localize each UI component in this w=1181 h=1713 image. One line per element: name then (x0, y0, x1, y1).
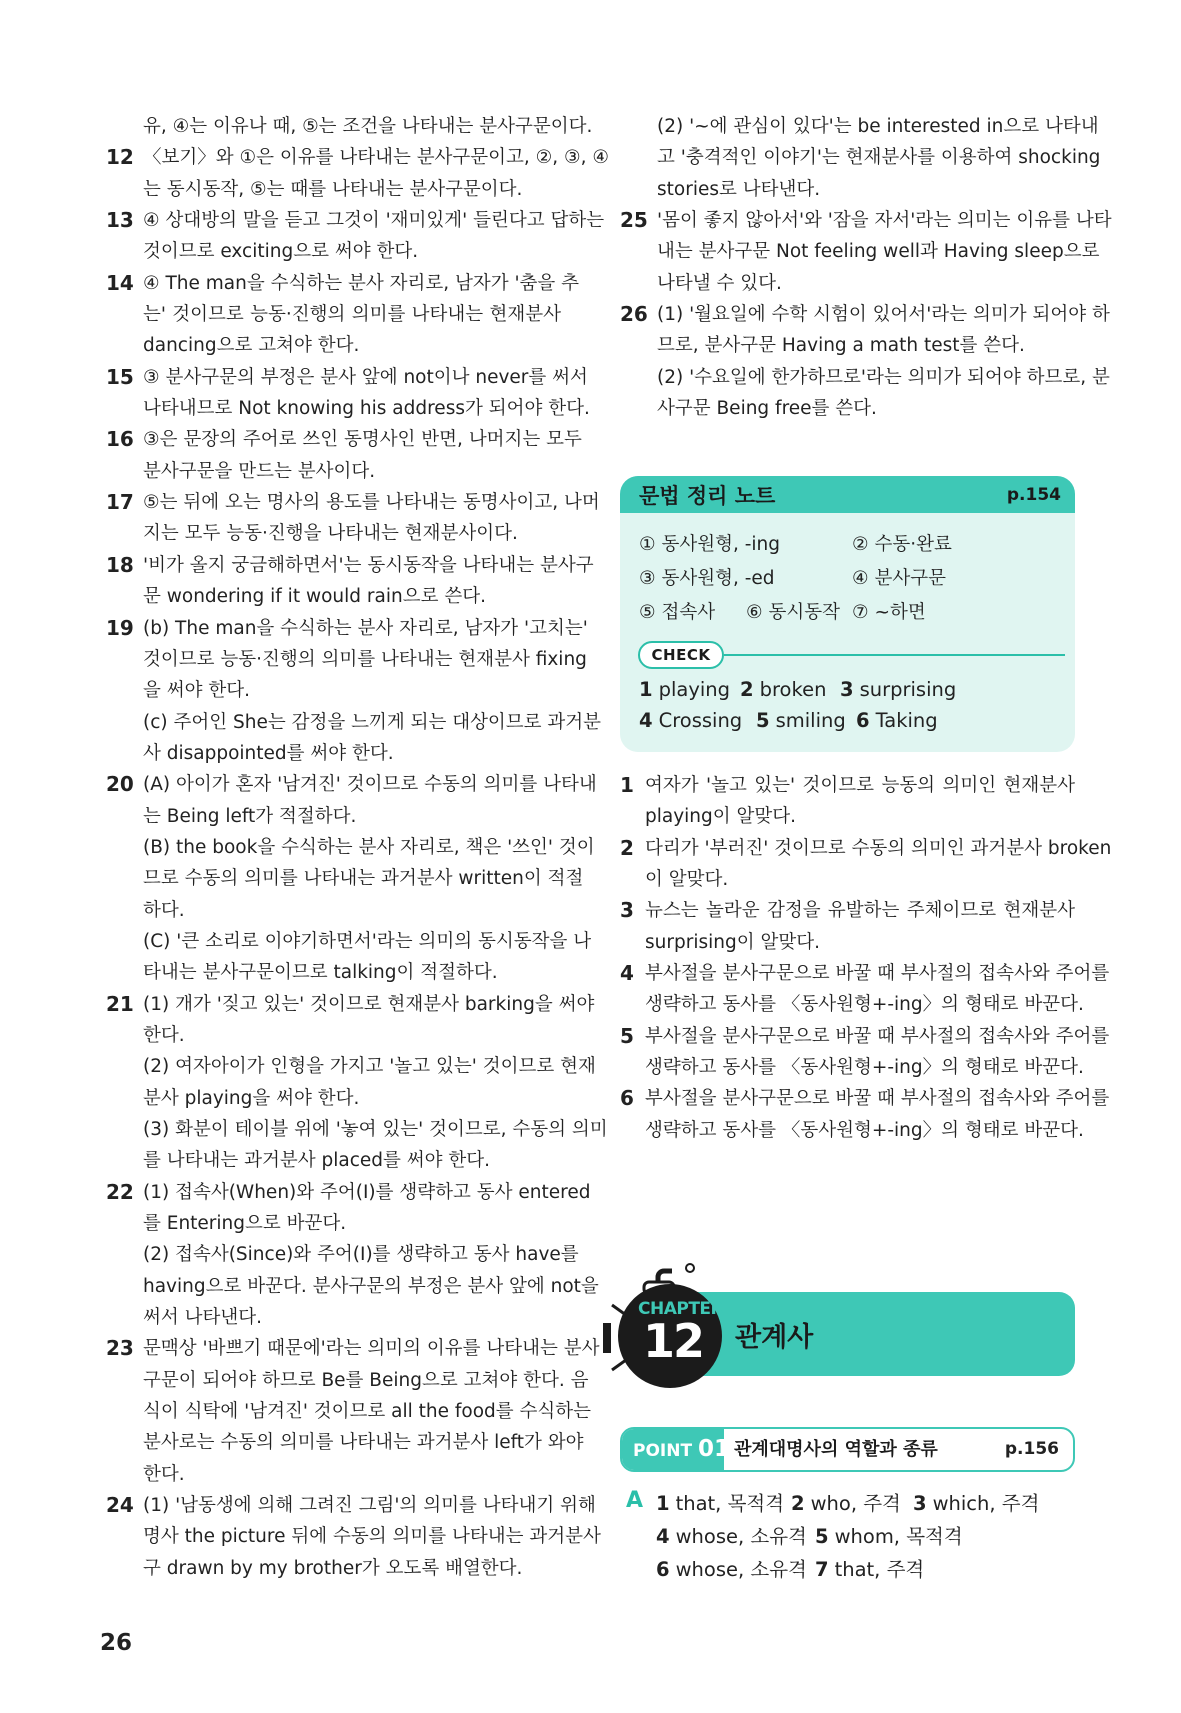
answer-item (620, 299, 1110, 424)
text-line: 식이 식탁에 '남겨진' 것이므로 all the food를 수식하는 (143, 1401, 592, 1423)
text-line: ③은 문장의 주어로 쓰인 동명사인 반면, 나머지는 모두 (143, 429, 582, 451)
text-line: 분사 playing을 써야 한다. (143, 1087, 360, 1109)
answer-item (620, 895, 1075, 958)
check-answer: 2 broken (740, 678, 827, 701)
check-answer: 5 smiling (756, 709, 846, 732)
text-line: (2) '수요일에 한가하므로'라는 의미가 되어야 하므로, 분 (657, 366, 1110, 388)
answer-item (106, 424, 582, 487)
text-line: 하다. (143, 899, 185, 921)
check-explanations (620, 770, 1112, 1146)
text-line: 사 disappointed를 써야 한다. (143, 742, 394, 764)
answer-item (106, 268, 580, 362)
text-line: 것이므로 능동·진행의 의미를 나타내는 현재분사 fixing (143, 648, 587, 670)
item-number: 23 (106, 1336, 134, 1361)
text-line: 을 써야 한다. (143, 680, 250, 702)
answer-item (106, 1333, 600, 1490)
answer-item (106, 362, 590, 425)
text-line: 뉴스는 놀라운 감정을 유발하는 주체이므로 현재분사 (645, 900, 1075, 922)
grammar-note-box (620, 476, 1075, 752)
text-line: 다리가 '부러진' 것이므로 수동의 의미인 과거분사 broken (645, 837, 1112, 859)
text-line: 생략하고 동사를 〈동사원형+-ing〉의 형태로 바꾼다. (645, 1057, 1084, 1079)
item-number: 14 (106, 270, 134, 295)
text-line: (2) 접속사(Since)와 주어(I)를 생략하고 동사 have를 (143, 1244, 579, 1266)
answer-item (106, 111, 593, 142)
check-answer: 4 Crossing (639, 709, 743, 732)
text-line: (c) 주어인 She는 감정을 느끼게 되는 대상이므로 과거분 (143, 711, 602, 733)
item-number: 1 (620, 773, 634, 797)
text-line: ④ The man을 수식하는 분사 자리로, 남자가 '춤을 추 (143, 272, 580, 294)
point-answer: 2 who, 주격 (791, 1492, 901, 1515)
grammar-note-title: 문법 정리 노트 (639, 483, 776, 508)
text-line: 유, ④는 이유나 때, ⑤는 조건을 나타내는 분사구문이다. (143, 116, 593, 137)
item-number: 20 (106, 772, 134, 797)
item-number: 18 (106, 552, 134, 577)
text-line: 므로, 분사구문 Having a math test를 쓴다. (657, 335, 1025, 357)
answer-item (106, 989, 608, 1177)
text-line: 는 동시동작, ⑤는 때를 나타내는 분사구문이다. (143, 178, 523, 200)
text-line: (A) 아이가 혼자 '남겨진' 것이므로 수동의 의미를 나타내 (143, 774, 597, 796)
answer-item (106, 1177, 599, 1334)
text-line: '비가 올지 궁금해하면서'는 동시동작을 나타내는 분사구 (143, 554, 594, 576)
text-line: 문맥상 '바쁘기 때문에'라는 의미의 이유를 나타내는 분사 (143, 1338, 600, 1360)
item-number: 26 (620, 302, 648, 327)
text-line: 나타낼 수 있다. (657, 272, 782, 294)
section-label: A (626, 1488, 644, 1513)
answer-item (620, 1021, 1110, 1084)
check-answer: 3 surprising (840, 678, 957, 701)
text-line: 타내는 분사구문이므로 talking이 적절하다. (143, 962, 498, 984)
text-line: 한다. (143, 1024, 185, 1046)
text-line: 나타내므로 Not knowing his address가 되어야 한다. (143, 398, 590, 420)
text-line: (b) The man을 수식하는 분사 자리로, 남자가 '고치는' (143, 617, 588, 639)
answer-item (106, 205, 605, 268)
text-line: 고 '충격적인 이야기'는 현재분사를 이용하여 shocking (657, 147, 1101, 169)
point-header (620, 1427, 1075, 1472)
answer-item (106, 142, 609, 205)
answer-item (106, 550, 594, 613)
note-item: ⑥ 동시동작 (746, 602, 840, 623)
answer-item (620, 111, 1101, 205)
text-line: 사구문 Being free를 쓴다. (657, 398, 877, 420)
item-number: 21 (106, 991, 134, 1016)
answer-item (620, 1083, 1110, 1146)
text-line: (B) the book을 수식하는 분사 자리로, 책은 '쓰인' 것이 (143, 836, 595, 858)
text-line: 써서 나타낸다. (143, 1307, 262, 1329)
point-page: p.156 (1004, 1439, 1059, 1459)
point-answer: 4 whose, 소유격 (656, 1525, 807, 1548)
text-line: ③ 분사구문의 부정은 분사 앞에 not이나 never를 써서 (143, 366, 588, 388)
text-line: dancing으로 고쳐야 한다. (143, 335, 360, 357)
note-item: ⑦ ~하면 (852, 602, 926, 623)
text-line: 한다. (143, 1463, 185, 1485)
check-badge: CHECK (638, 641, 724, 669)
text-line: 를 Entering으로 바꾼다. (143, 1213, 347, 1235)
text-line: stories로 나타낸다. (657, 178, 821, 200)
text-line: '몸이 좋지 않아서'와 '잠을 자서'라는 의미는 이유를 나타 (657, 210, 1112, 232)
item-number: 12 (106, 145, 134, 170)
answer-item (106, 1490, 601, 1584)
grammar-note-page: p.154 (1006, 484, 1061, 505)
note-item: ② 수동·완료 (852, 534, 952, 555)
text-line: ④ 상대방의 말을 듣고 그것이 '재미있게' 들린다고 답하는 (143, 210, 605, 232)
text-line: 를 나타내는 과거분사 placed를 써야 한다. (143, 1150, 490, 1172)
text-line: 문 wondering if it would rain으로 쓴다. (143, 586, 486, 608)
page-number: 26 (100, 1630, 133, 1656)
text-line: (1) 개가 '짖고 있는' 것이므로 현재분사 barking을 써야 (143, 993, 595, 1015)
point-answer: 1 that, 목적격 (656, 1492, 785, 1515)
grammar-note-header (620, 476, 1075, 513)
text-line: 〈보기〉와 ①은 이유를 나타내는 분사구문이고, ②, ③, ④ (143, 147, 609, 169)
answer-item (106, 613, 602, 770)
text-line: 구 drawn by my brother가 오도록 배열한다. (143, 1557, 523, 1579)
text-line: 생략하고 동사를 〈동사원형+-ing〉의 형태로 바꾼다. (645, 1119, 1084, 1141)
point-title: 관계대명사의 역할과 종류 (734, 1439, 938, 1460)
right-answer-column (620, 111, 1112, 424)
item-number: 19 (106, 615, 134, 640)
item-number: 15 (106, 364, 134, 389)
text-line: 지는 모두 능동·진행을 나타내는 현재분사이다. (143, 523, 518, 545)
answer-item (106, 487, 600, 550)
answer-item (106, 769, 597, 988)
text-line: 명사 the picture 뒤에 수동의 의미를 나타내는 과거분사 (143, 1526, 601, 1548)
text-line: having으로 바꾼다. 분사구문의 부정은 분사 앞에 not을 (143, 1275, 599, 1297)
note-item: ⑤ 접속사 (639, 602, 716, 623)
point-answer: 3 which, 주격 (913, 1492, 1040, 1515)
left-answer-column (106, 111, 609, 1584)
text-line: (3) 화분이 테이블 위에 '놓여 있는' 것이므로, 수동의 의미 (143, 1119, 608, 1140)
text-line: 부사절을 분사구문으로 바꿀 때 부사절의 접속사와 주어를 (645, 963, 1110, 985)
point-tag: POINT 01 (622, 1429, 724, 1470)
item-number: 16 (106, 427, 134, 452)
check-answer: 6 Taking (856, 709, 938, 732)
item-number: 5 (620, 1023, 634, 1048)
item-number: 6 (620, 1086, 634, 1111)
item-number: 24 (106, 1493, 134, 1518)
text-line: 는' 것이므로 능동·진행의 의미를 나타내는 현재분사 (143, 304, 561, 326)
point-answer: 7 that, 주격 (815, 1558, 925, 1581)
text-line: 구문이 되어야 하므로 Be를 Being으로 고쳐야 한다. 음 (143, 1369, 589, 1391)
note-item: ④ 분사구문 (852, 568, 946, 589)
text-line: 부사절을 분사구문으로 바꿀 때 부사절의 접속사와 주어를 (645, 1088, 1110, 1110)
text-line: 것이므로 exciting으로 써야 한다. (143, 241, 419, 263)
item-number: 2 (620, 835, 634, 860)
check-answer: 1 playing (639, 678, 731, 701)
chapter-label: CHAPTER (638, 1299, 724, 1319)
item-number: 13 (106, 208, 134, 233)
text-line: ⑤는 뒤에 오는 명사의 용도를 나타내는 동명사이고, 나머 (143, 492, 600, 514)
text-line: (2) 여자아이가 인형을 가지고 '놀고 있는' 것이므로 현재 (143, 1056, 596, 1078)
text-line: (1) '월요일에 수학 시험이 있어서'라는 의미가 되어야 하 (657, 304, 1110, 326)
point-answer: 6 whose, 소유격 (656, 1558, 807, 1581)
check-divider (724, 654, 1065, 656)
text-line: (1) '남동생에 의해 그려진 그림'의 의미를 나타내기 위해 (143, 1495, 596, 1517)
text-line: 므로 수동의 의미를 나타내는 과거분사 written이 적절 (143, 868, 584, 890)
text-line: playing이 알맞다. (645, 806, 797, 828)
text-line: (1) 접속사(When)와 주어(I)를 생략하고 동사 entered (143, 1181, 591, 1203)
answer-item (620, 833, 1112, 896)
text-line: 여자가 '놀고 있는' 것이므로 능동의 의미인 현재분사 (645, 775, 1075, 796)
item-number: 3 (620, 898, 634, 923)
point-answer: 5 whom, 목적격 (815, 1525, 963, 1548)
text-line: surprising이 알맞다. (645, 931, 820, 953)
text-line: 분사로는 수동의 의미를 나타내는 과거분사 left가 와야 (143, 1432, 584, 1454)
answer-item (620, 770, 1075, 833)
item-number: 22 (106, 1179, 134, 1204)
text-line: 생략하고 동사를 〈동사원형+-ing〉의 형태로 바꾼다. (645, 994, 1084, 1016)
text-line: 이 알맞다. (645, 869, 729, 891)
item-number: 17 (106, 490, 134, 515)
text-line: 는 Being left가 적절하다. (143, 805, 357, 827)
item-number: 4 (620, 961, 634, 986)
chapter-number: 12 (643, 1314, 704, 1368)
answer-item (620, 958, 1110, 1021)
chapter-title: 관계사 (735, 1322, 814, 1353)
note-item: ① 동사원형, -ing (639, 534, 780, 555)
text-line: 내는 분사구문 Not feeling well과 Having sleep으로 (657, 241, 1100, 263)
text-line: 분사구문을 만드는 분사이다. (143, 460, 376, 482)
note-item: ③ 동사원형, -ed (639, 568, 775, 589)
text-line: 부사절을 분사구문으로 바꿀 때 부사절의 접속사와 주어를 (645, 1025, 1110, 1047)
text-line: (C) '큰 소리로 이야기하면서'라는 의미의 동시동작을 나 (143, 930, 592, 952)
answer-item (620, 205, 1112, 299)
item-number: 25 (620, 208, 648, 233)
text-line: (2) '~에 관심이 있다'는 be interested in으로 나타내 (657, 116, 1099, 137)
